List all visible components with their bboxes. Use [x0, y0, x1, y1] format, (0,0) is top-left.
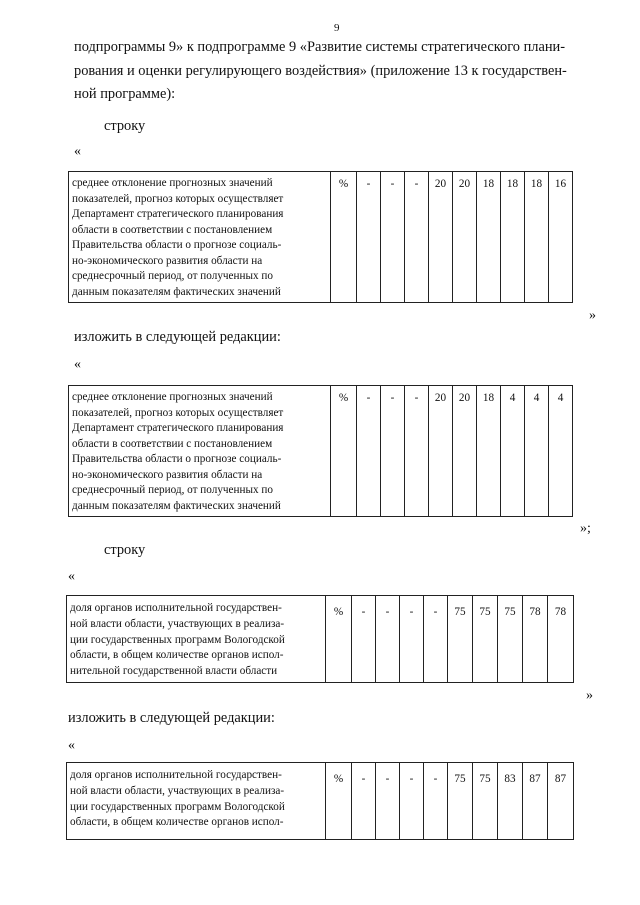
- unit-cell: %: [326, 763, 352, 840]
- close-quote-semicolon: »;: [580, 521, 591, 536]
- value-cell: 75: [473, 763, 498, 840]
- indicator-description: доля органов исполнительной государствен- ной власти области, участвующих в реализа- ции государственных программ Вологодской области, в общем количестве органов испол- нительной государственной власти области: [67, 596, 326, 683]
- value-cell: 18: [501, 172, 525, 303]
- row-label: строку: [104, 542, 146, 558]
- intro-paragraph: [74, 36, 567, 107]
- value-cell: 78: [523, 596, 548, 683]
- edit-instruction: изложить в следующей редакции:: [74, 329, 281, 345]
- indicator-table-new-1: [68, 385, 573, 517]
- value-cell: 83: [498, 763, 523, 840]
- unit-cell: %: [326, 596, 352, 683]
- value-cell: 75: [448, 763, 473, 840]
- value-cell: 20: [453, 172, 477, 303]
- value-cell: 75: [448, 596, 473, 683]
- value-cell: 18: [477, 172, 501, 303]
- value-cell: 20: [453, 386, 477, 517]
- open-quote: «: [68, 569, 75, 584]
- value-cell: 75: [473, 596, 498, 683]
- value-cell: 20: [429, 386, 453, 517]
- value-cell: 78: [548, 596, 574, 683]
- value-cell: 18: [477, 386, 501, 517]
- value-cell: 75: [498, 596, 523, 683]
- unit-cell: %: [331, 172, 357, 303]
- value-cell: 16: [549, 172, 573, 303]
- indicator-table-old-1: [68, 171, 573, 303]
- table-row: [69, 172, 573, 303]
- value-cell: -: [357, 386, 381, 517]
- value-cell: -: [405, 386, 429, 517]
- value-cell: -: [405, 172, 429, 303]
- edit-instruction: изложить в следующей редакции:: [68, 710, 275, 726]
- value-cell: -: [400, 596, 424, 683]
- value-cell: 4: [525, 386, 549, 517]
- value-cell: 18: [525, 172, 549, 303]
- value-cell: -: [357, 172, 381, 303]
- value-cell: 87: [523, 763, 548, 840]
- value-cell: -: [352, 763, 376, 840]
- close-quote: »: [589, 308, 596, 323]
- open-quote: «: [74, 144, 81, 159]
- intro-line: подпрограммы 9» к подпрограмме 9 «Развитие системы стратегического плани-: [74, 39, 566, 55]
- value-cell: 87: [548, 763, 574, 840]
- value-cell: -: [424, 596, 448, 683]
- indicator-description: доля органов исполнительной государствен- ной власти области, участвующих в реализа- ции государственных программ Вологодской области, в общем количестве органов испол-: [67, 763, 326, 840]
- indicator-description: среднее отклонение прогнозных значений показателей, прогноз которых осуществляет Департамент стратегического планирования области в соответствии с постановлением Правительства области о прогнозе социаль- но-экономического развития области на среднесрочный период, от полученных по данным показателям фактических значений: [69, 386, 331, 517]
- unit-cell: %: [331, 386, 357, 517]
- value-cell: -: [381, 386, 405, 517]
- value-cell: -: [424, 763, 448, 840]
- value-cell: -: [381, 172, 405, 303]
- value-cell: 4: [549, 386, 573, 517]
- table-row: [67, 763, 574, 840]
- row-label: строку: [104, 118, 146, 134]
- value-cell: 4: [501, 386, 525, 517]
- close-quote: »: [586, 688, 593, 703]
- indicator-table-new-2: [66, 762, 574, 840]
- table-row: [67, 596, 574, 683]
- open-quote: «: [68, 738, 75, 753]
- value-cell: -: [400, 763, 424, 840]
- value-cell: -: [376, 596, 400, 683]
- table-row: [69, 386, 573, 517]
- page-number: 9: [334, 22, 340, 34]
- indicator-description: среднее отклонение прогнозных значений показателей, прогноз которых осуществляет Департамент стратегического планирования области в соответствии с постановлением Правительства области о прогнозе социаль- но-экономического развития области на среднесрочный период, от полученных по данным показателям фактических значений: [69, 172, 331, 303]
- intro-line: рования и оценки регулирующего воздействия» (приложение 13 к государствен-: [74, 62, 567, 79]
- indicator-table-old-2: [66, 595, 574, 683]
- open-quote: «: [74, 357, 81, 372]
- value-cell: -: [376, 763, 400, 840]
- value-cell: -: [352, 596, 376, 683]
- value-cell: 20: [429, 172, 453, 303]
- intro-line: ной программе):: [74, 86, 176, 102]
